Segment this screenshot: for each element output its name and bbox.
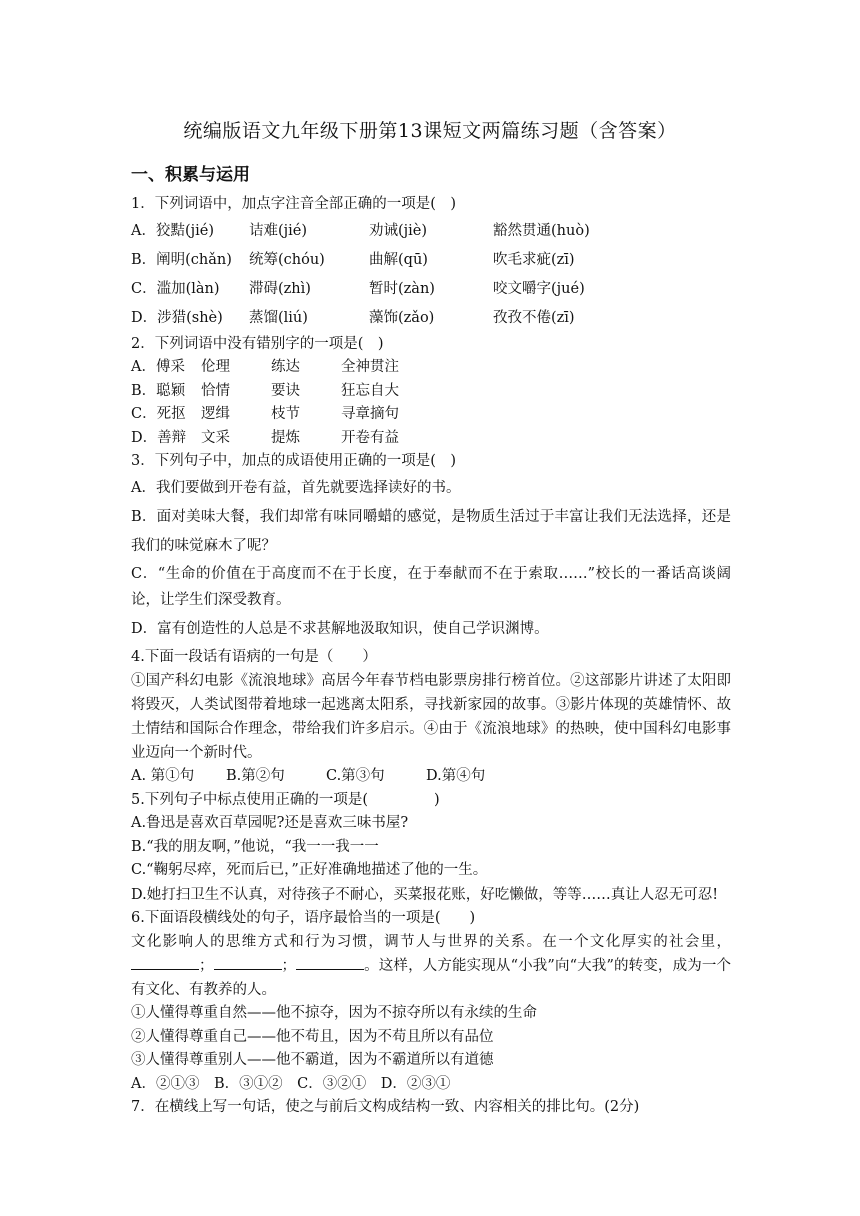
q2-d-4: 开卷有益	[341, 429, 399, 446]
q6-options: A．②①③ B．③①② C．③②① D．②③①	[131, 1075, 451, 1092]
q6-passage-b: 。这样，人方能实现从“小我”向“大我”的转变，成为一个有文化、有教养的人。	[131, 958, 731, 998]
q2-option-a	[131, 356, 731, 380]
q1-b-1: B．阐明(chǎn)	[131, 251, 232, 268]
q2-b-1: B．聪颖	[131, 382, 186, 399]
q2-b-2: 恰情	[201, 382, 230, 399]
q7-stem: 7．在横线上写一句话，使之与前后文构成结构一致、内容相关的排比句。(2分)	[131, 1099, 640, 1115]
q2-c-1: C．死抠	[131, 406, 186, 422]
q2-d-3: 提炼	[271, 429, 300, 446]
q2-b-4: 狂忘自大	[341, 382, 399, 399]
q4-option-b: B.第②句	[226, 768, 285, 784]
q5-option-b: B.“我的朋友啊，”他说，“我一一我一一	[131, 838, 379, 855]
q3-option-d: D．富有创造性的人总是不求甚解地汲取知识，使自己学识渊博。	[131, 620, 549, 637]
section-heading: 一、积累与运用	[131, 165, 250, 185]
q2-a-3: 练达	[271, 359, 300, 375]
q2-d-1: D．善辩	[131, 429, 187, 446]
q5-option-a: A.鲁迅是喜欢百草园呢?还是喜欢三味书屋?	[131, 815, 409, 831]
q1-stem: 1．下列词语中，加点字注音全部正确的一项是( )	[131, 196, 457, 212]
q1-option-b	[131, 246, 731, 275]
q4-stem: 4.下面一段话有语病的一句是（ ）	[131, 648, 377, 665]
q4-option-d: D.第④句	[426, 768, 486, 784]
q3-option-c: C．“生命的价值在于高度而不在于长度，在于奉献而不在于索取……”校长的一番话高谈阔论，让学生们深受教育。	[131, 565, 731, 608]
q6-sep-1: ；	[199, 958, 214, 974]
q6-item-2: ②人懂得尊重自己——他不苟且，因为不苟且所以有品位	[131, 1028, 494, 1045]
q3-option-b: B．面对美味大餐，我们却常有味同嚼蜡的感觉，是物质生活过于丰富让我们无法选择，还是我们的味觉麻木了呢？	[131, 508, 731, 554]
q5-option-d: D.她打扫卫生不认真，对待孩子不耐心，买菜报花账，好吃懒做，等等……真让人忍无可忍!	[131, 886, 719, 903]
q1-d-4: 孜孜不倦(zī)	[493, 309, 575, 326]
q5-stem-text: 5.下列句子中标点使用正确的一项是(	[131, 791, 368, 808]
page-title: 统编版语文九年级下册第13课短文两篇练习题（含答案）	[183, 120, 677, 142]
q6-blank-3	[296, 955, 364, 970]
q4-passage: ①国产科幻电影《流浪地球》高居今年春节档电影票房排行榜首位。②这部影片讲述了太阳即将毁灭，人类试图带着地球一起逃离太阳系，寻找新家园的故事。③影片体现的英雄情怀、故土情结和国际合作理念，带给我们许多启示。④由于《流浪地球》的热映，使中国科幻电影事业迈向一个新时代。	[131, 673, 731, 761]
q2-c-2: 逻缉	[201, 406, 230, 422]
q1-b-2: 统筹(chóu)	[249, 251, 325, 268]
q2-a-1: A．傅采	[131, 359, 185, 375]
q2-a-2: 伦理	[201, 359, 230, 375]
q1-a-1: A．狡黠(jié)	[131, 222, 214, 239]
q2-d-2: 文采	[201, 429, 230, 446]
q2-a-4: 全神贯注	[341, 359, 399, 375]
q1-b-3: 曲解(qū)	[369, 251, 428, 268]
q1-c-3: 暂时(zàn)	[369, 280, 435, 297]
q6-stem: 6.下面语段横线处的句子，语序最恰当的一项是( )	[131, 909, 476, 926]
q1-c-2: 滞碍(zhì)	[249, 280, 311, 297]
q5-stem	[131, 789, 731, 813]
q2-stem: 2．下列词语中没有错别字的一项是( )	[131, 335, 384, 352]
q5-stem-close: )	[434, 791, 440, 808]
q2-c-4: 寻章摘句	[341, 406, 399, 422]
q6-blank-2	[214, 955, 282, 970]
q6-item-3: ③人懂得尊重别人——他不霸道，因为不霸道所以有道德	[131, 1052, 494, 1068]
q6-passage-a: 文化影响人的思维方式和行为习惯，调节人与世界的关系。在一个文化厚实的社会里，	[131, 934, 731, 950]
q1-a-3: 劝诫(jiè)	[369, 222, 428, 239]
q1-c-1: C．滥加(làn)	[131, 280, 220, 297]
q2-option-c	[131, 403, 731, 427]
question-list	[131, 193, 731, 1120]
q3-stem: 3．下列句子中，加点的成语使用正确的一项是( )	[131, 453, 457, 469]
q4-option-a: A. 第①句	[131, 768, 195, 784]
q4-option-c: C.第③句	[326, 768, 385, 784]
q1-d-3: 藻饰(zǎo)	[369, 309, 435, 326]
q6-item-1: ①人懂得尊重自然——他不掠夺，因为不掠夺所以有永续的生命	[131, 1005, 537, 1021]
q2-c-3: 枝节	[271, 406, 300, 422]
q3-option-a: A．我们要做到开卷有益，首先就要选择读好的书。	[131, 479, 461, 496]
q4-options	[131, 765, 731, 789]
q1-option-a	[131, 217, 731, 246]
q2-option-b	[131, 380, 731, 404]
q1-a-4: 豁然贯通(huò)	[493, 222, 590, 239]
q6-passage	[131, 930, 731, 1002]
q1-b-4: 吹毛求疵(zī)	[493, 251, 575, 268]
q1-a-2: 诘难(jié)	[249, 222, 308, 239]
q1-d-1: D．涉猎(shè)	[131, 309, 223, 326]
q1-option-d	[131, 304, 731, 333]
q1-option-c	[131, 275, 731, 304]
q1-c-4: 咬文嚼字(jué)	[493, 280, 585, 297]
q2-option-d	[131, 427, 731, 451]
q5-option-c: C.“鞠躬尽瘁，死而后已，”正好准确地描述了他的一生。	[131, 862, 488, 878]
q6-sep-2: ；	[281, 958, 296, 974]
q2-b-3: 要诀	[271, 382, 300, 399]
q6-blank-1	[131, 955, 199, 970]
q1-d-2: 蒸馏(liú)	[249, 309, 308, 326]
